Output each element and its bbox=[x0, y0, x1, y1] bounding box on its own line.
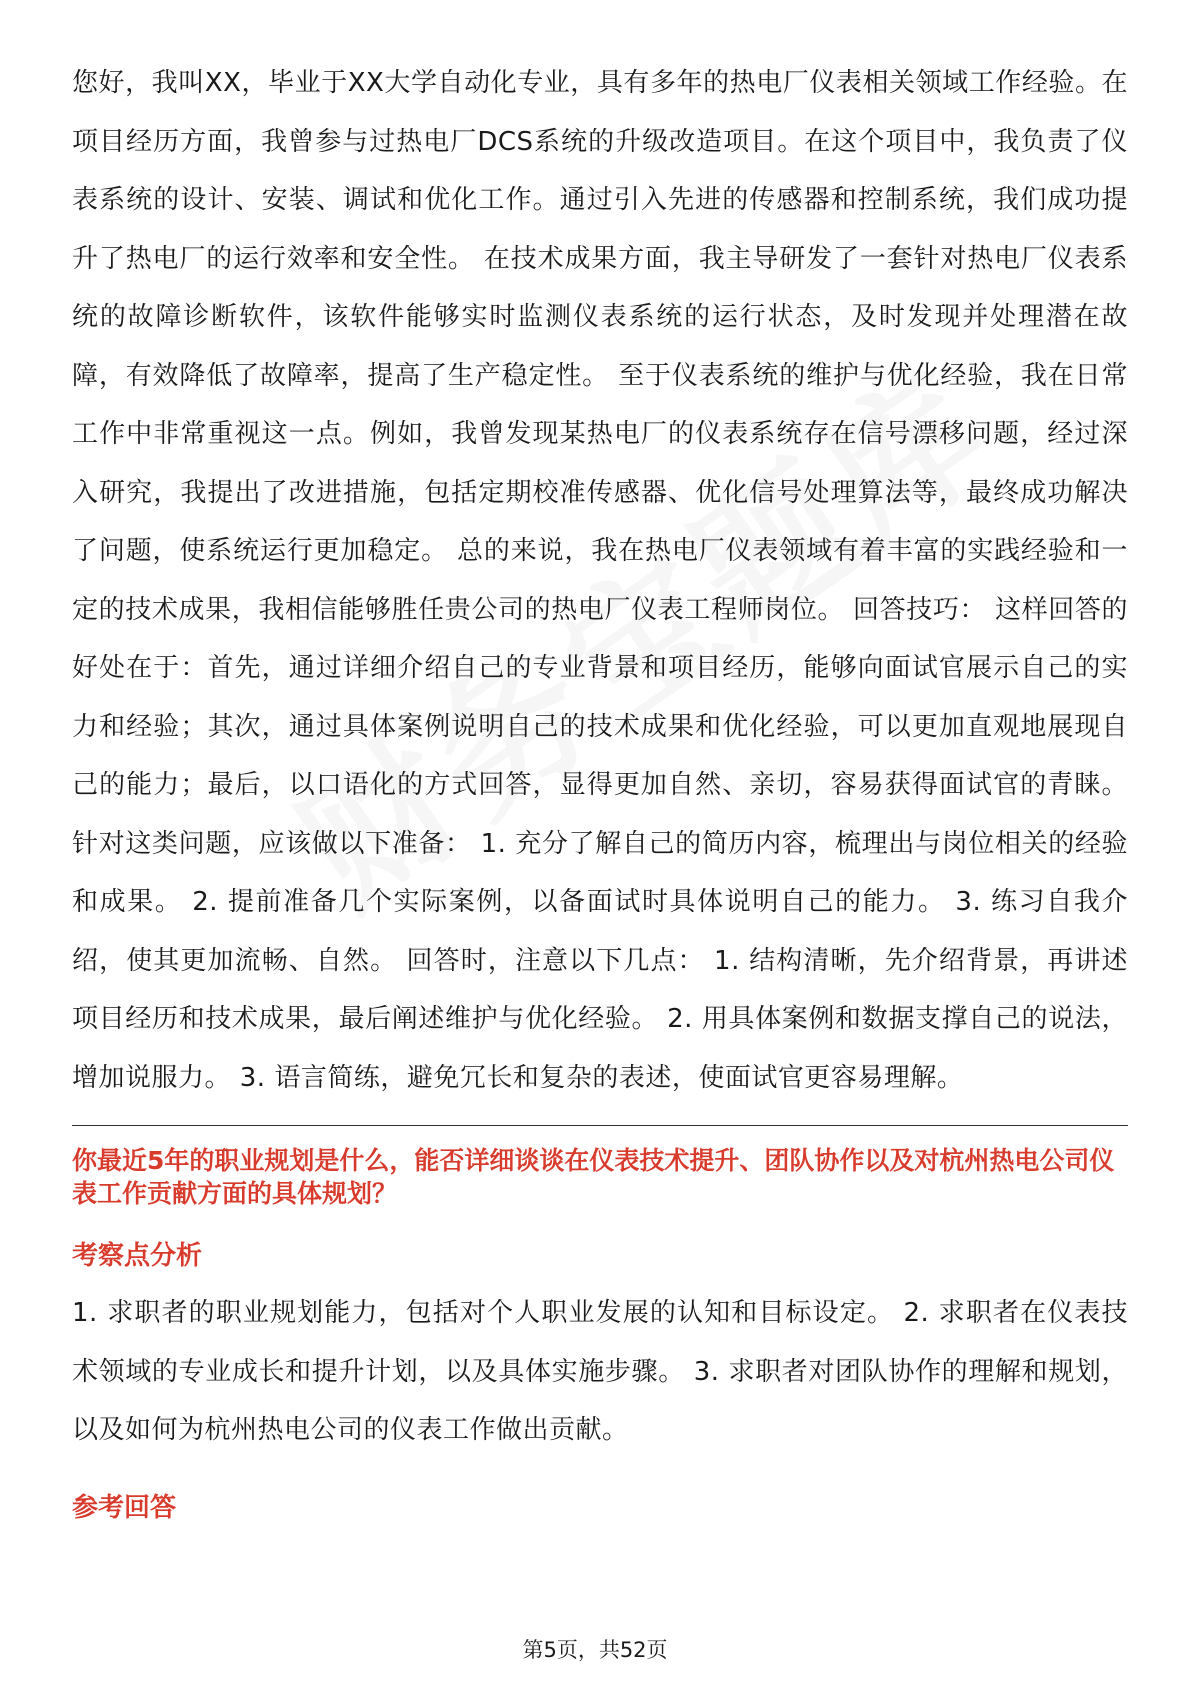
reference-answer-heading: 参考回答 bbox=[72, 1492, 177, 1523]
page-number-footer: 第5页，共52页 bbox=[522, 1638, 668, 1662]
answer-body-paragraph: 您好，我叫XX，毕业于XX大学自动化专业，具有多年的热电厂仪表相关领域工作经验。在项目经历方面，我曾参与过热电厂DCS系统的升级改造项目。在这个项目中，我负责了仪表系统的设计、安装、调试和优化工作。通过引入先进的传感器和控制系统，我们成功提升了热电厂的运行效率和安全性。 在技术成果方面，我主导研发了一套针对热电厂仪表系统的故障诊断软件，该软件能够实时监测仪表系统的运行状态，及时发现并处理潜在故障，有效降低了故障率，提高了生产稳定性。 至于仪表系统的维护与优化经验，我在日常工作中非常重视这一点。例如，我曾发现某热电厂的仪表系统存在信号漂移问题，经过深入研究，我提出了改进措施，包括定期校准传感器、优化信号处理算法等，最终成功解决了问题，使系统运行更加稳定。 总的来说，我在热电厂仪表领域有着丰富的实践经验和一定的技术成果，我相信能够胜任贵公司的热电厂仪表工程师岗位。 回答技巧： 这样回答的好处在于：首先，通过详细介绍自己的专业背景和项目经历，能够向面试官展示自己的实力和经验；其次，通过具体案例说明自己的技术成果和优化经验，可以更加直观地展现自己的能力；最后，以口语化的方式回答，显得更加自然、亲切，容易获得面试官的青睐。 针对这类问题，应该做以下准备： 1. 充分了解自己的简历内容，梳理出与岗位相关的经验和成果。 2. 提前准备几个实际案例，以备面试时具体说明自己的能力。 3. 练习自我介绍，使其更加流畅、自然。 回答时，注意以下几点： 1. 结构清晰，先介绍背景，再讲述项目经历和技术成果，最后阐述维护与优化经验。 2. 用具体案例和数据支撑自己的说法，增加说服力。 3. 语言简练，避免冗长和复杂的表述，使面试官更容易理解。 bbox=[72, 68, 1128, 1093]
interview-question: 你最近5年的职业规划是什么，能否详细谈谈在仪表技术提升、团队协作以及对杭州热电公司仪表工作贡献方面的具体规划？ bbox=[72, 1146, 1115, 1208]
page-content bbox=[72, 54, 1128, 1528]
analysis-paragraph: 1. 求职者的职业规划能力，包括对个人职业发展的认知和目标设定。 2. 求职者在仪表技术领域的专业成长和提升计划，以及具体实施步骤。 3. 求职者对团队协作的理解和规划，以及如何为杭州热电公司的仪表工作做出贡献。 bbox=[72, 1298, 1128, 1445]
analysis-heading: 考察点分析 bbox=[72, 1241, 203, 1271]
section-divider bbox=[72, 1125, 1128, 1126]
